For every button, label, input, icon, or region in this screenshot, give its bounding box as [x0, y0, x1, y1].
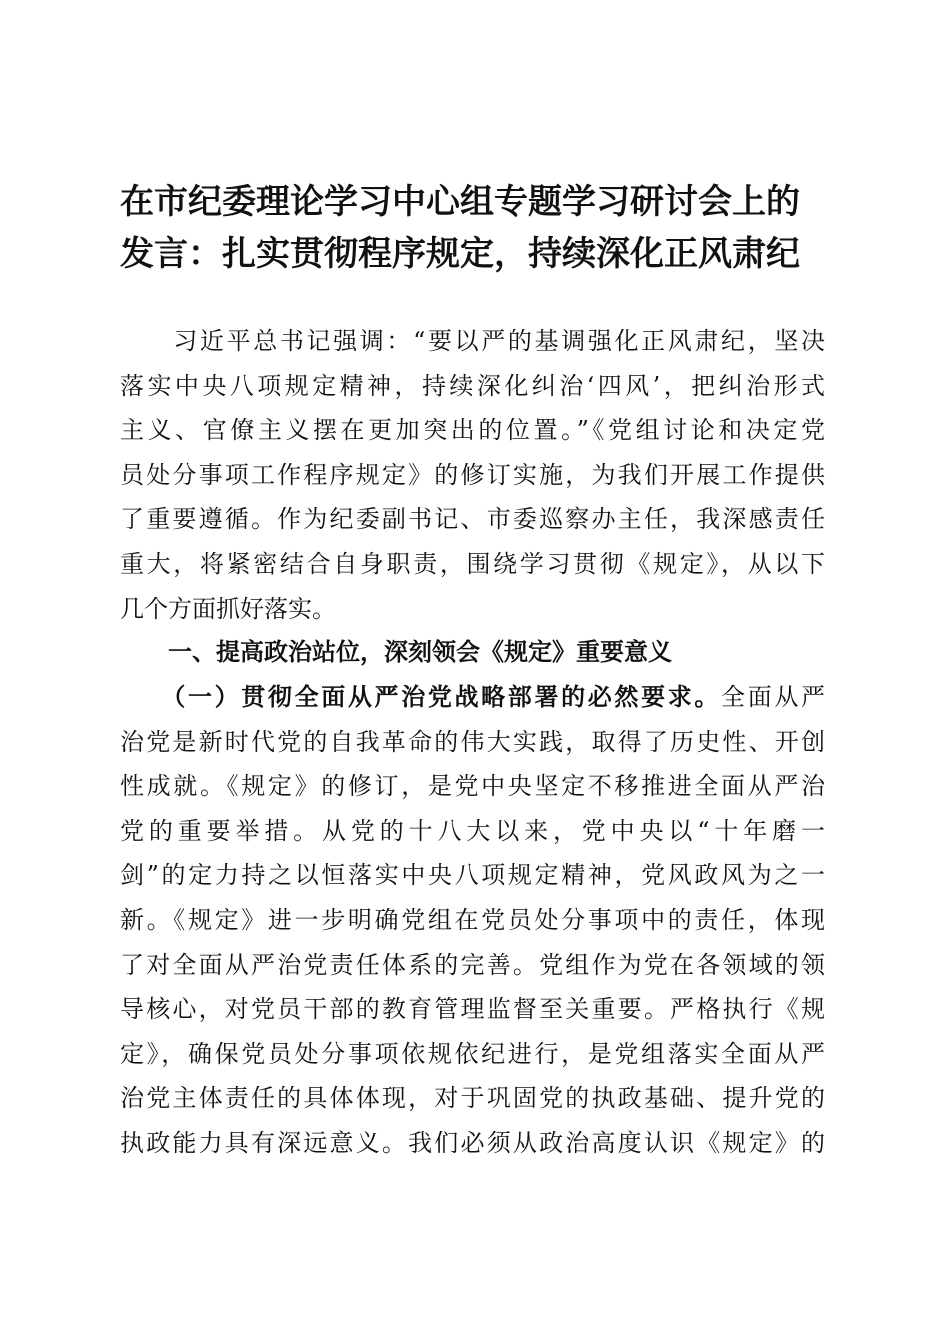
paragraph-line: 习近平总书记强调：“要以严的基调强化正风肃纪，坚决 [120, 327, 825, 355]
paragraph-intro [120, 319, 825, 631]
paragraph-line: 了重要遵循。作为纪委副书记、市委巡察办主任，我深感责任 [120, 505, 825, 534]
paragraph-line: 主义、官僚主义摆在更加突出的位置。”《党组讨论和决定党 [120, 416, 825, 445]
paragraph-line: 了对全面从严治党责任体系的完善。党组作为党在各领域的领 [120, 950, 825, 979]
document-title [120, 176, 830, 280]
paragraph-line: 落实中央八项规定精神，持续深化纠治‘四风’，把纠治形式 [120, 371, 825, 400]
title-line-1: 在市纪委理论学习中心组专题学习研讨会上的 [120, 182, 800, 222]
paragraph-line: 治党主体责任的具体体现，对于巩固党的执政基础、提升党的 [120, 1084, 825, 1113]
paragraph-line: 定》，确保党员处分事项依规依纪进行，是党组落实全面从严 [120, 1039, 825, 1068]
paragraph-line: 几个方面抓好落实。 [120, 594, 336, 623]
paragraph-line: 新。《规定》进一步明确党组在党员处分事项中的责任，体现 [120, 905, 825, 934]
paragraph-line: 治党是新时代党的自我革命的伟大实践，取得了历史性、开创 [120, 727, 825, 756]
paragraph-line: 党的重要举措。从党的十八大以来，党中央以“十年磨一 [120, 816, 825, 845]
paragraph-line: 重大，将紧密结合自身职责，围绕学习贯彻《规定》，从以下 [120, 549, 825, 578]
subsection-heading: （一）贯彻全面从严治党战略部署的必然要求。 [173, 682, 722, 711]
paragraph-line: 执政能力具有深远意义。我们必须从政治高度认识《规定》的 [120, 1128, 825, 1157]
paragraph-line: 导核心，对党员干部的教育管理监督至关重要。严格执行《规 [120, 995, 825, 1024]
paragraph-first-line [120, 675, 825, 720]
paragraph-section-1-1 [120, 675, 825, 1166]
paragraph-line: 员处分事项工作程序规定》的修订实施，为我们开展工作提供 [120, 460, 825, 489]
section-heading-1: 一、提高政治站位，深刻领会《规定》重要意义 [168, 638, 672, 666]
paragraph-line: 性成就。《规定》的修订，是党中央坚定不移推进全面从严治 [120, 772, 825, 801]
title-line-2: 发言：扎实贯彻程序规定，持续深化正风肃纪 [120, 234, 800, 274]
paragraph-line: 剑”的定力持之以恒落实中央八项规定精神，党风政风为之一 [120, 861, 825, 890]
paragraph-text: 全面从严 [721, 683, 826, 711]
